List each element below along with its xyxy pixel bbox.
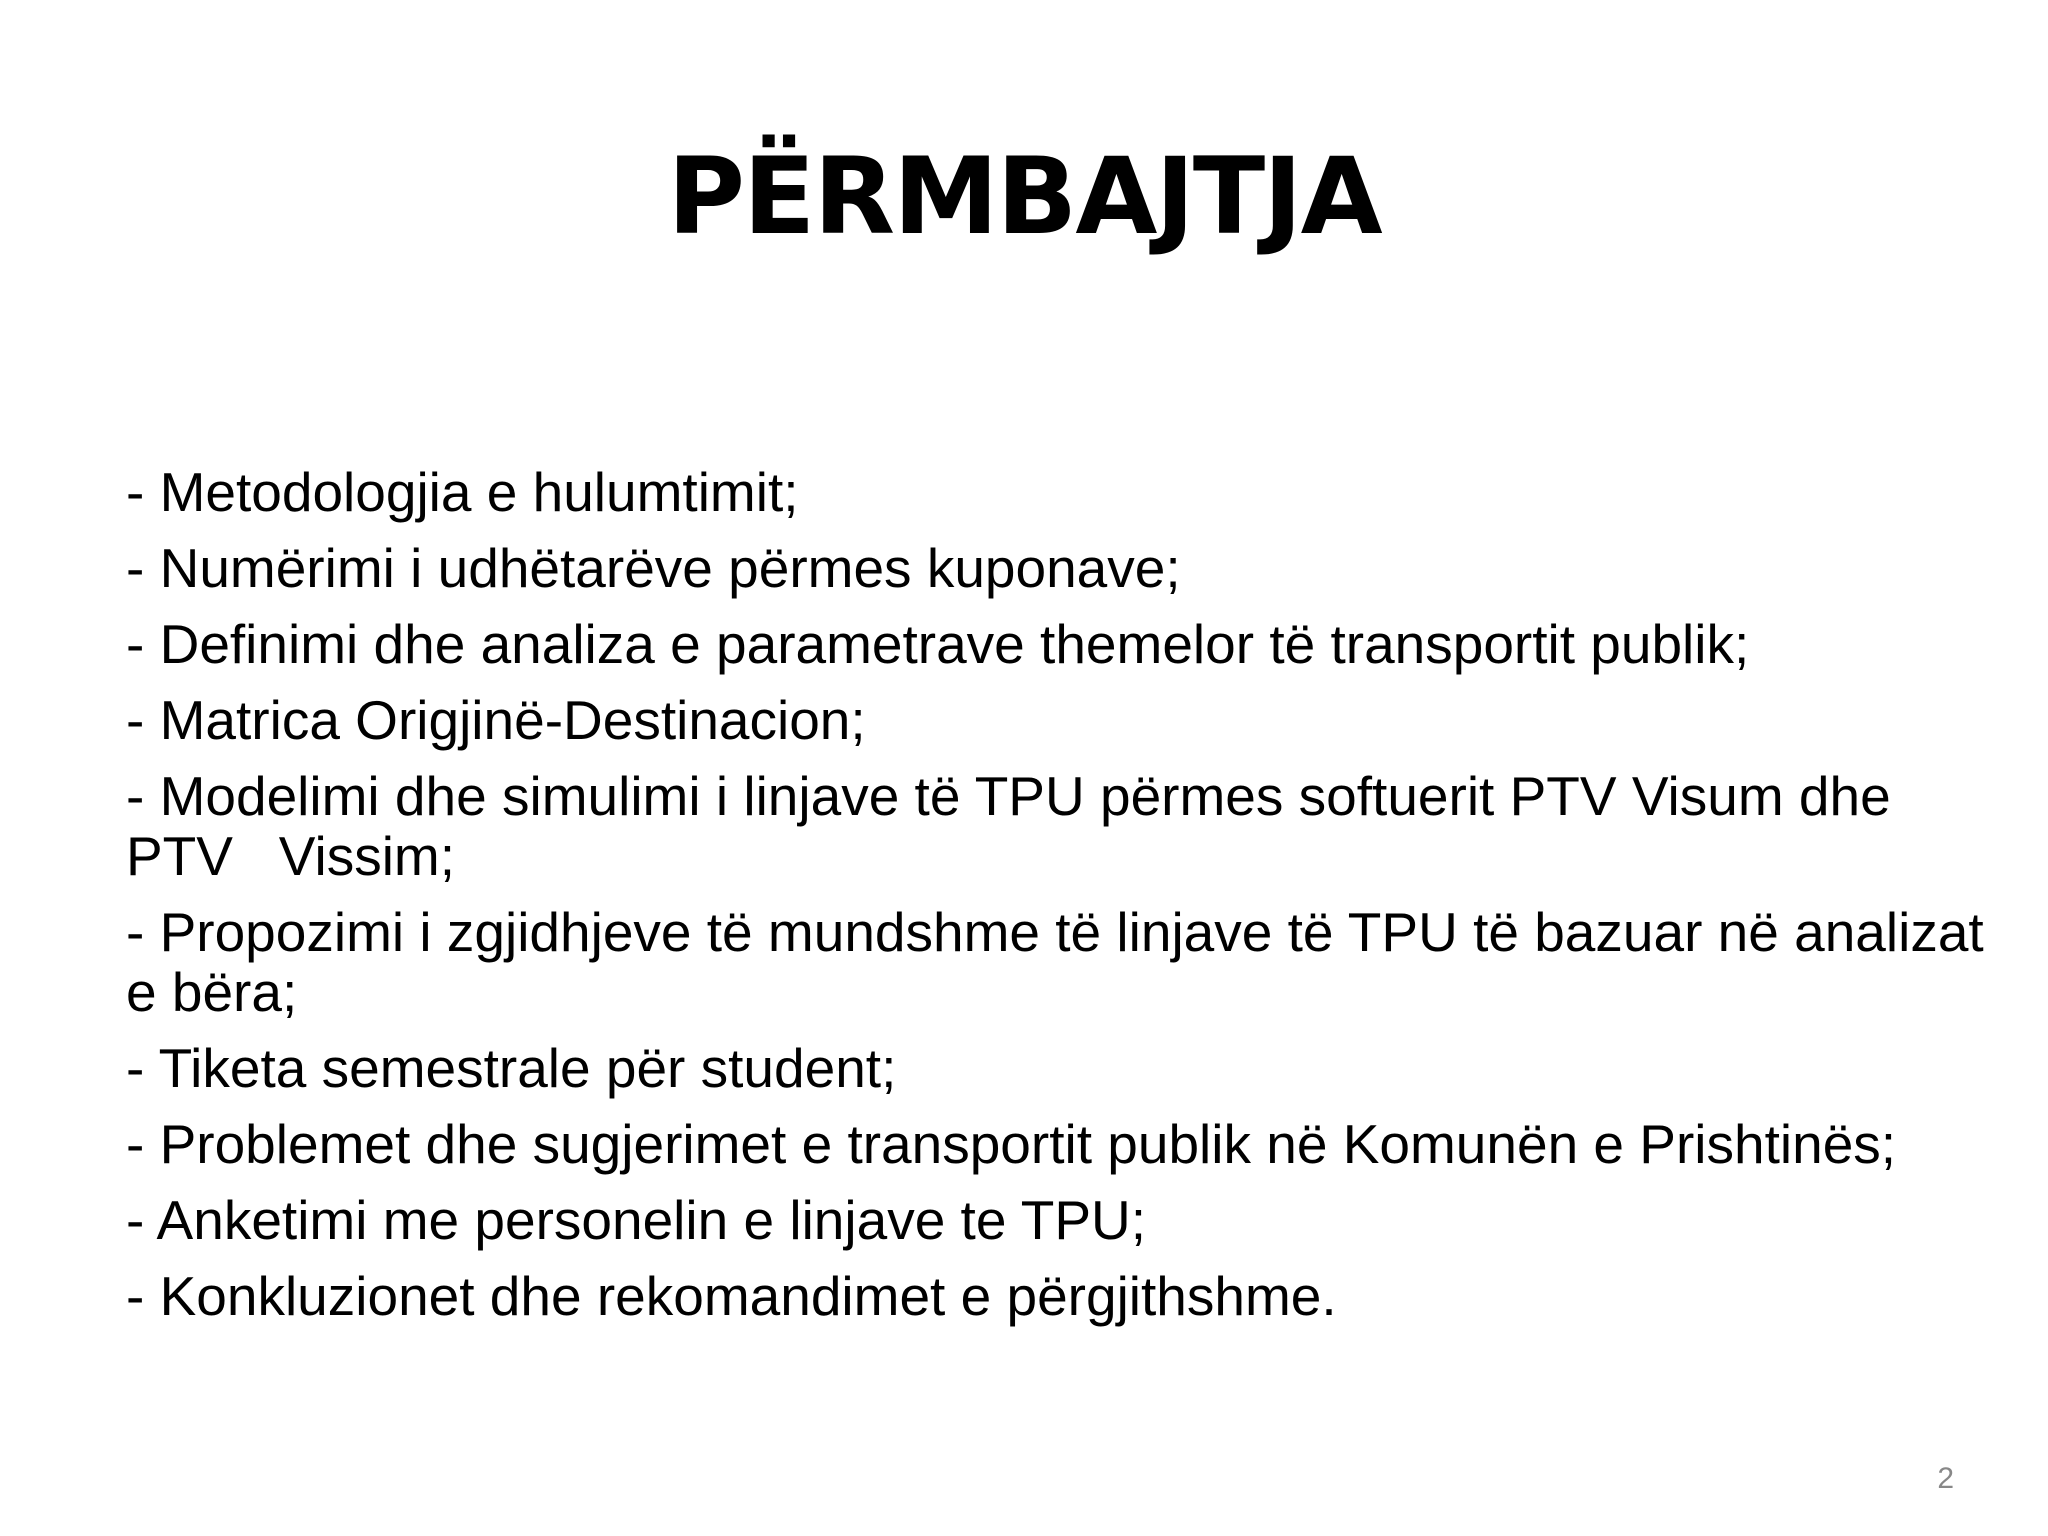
- list-item: - Tiketa semestrale për student;: [126, 1037, 897, 1099]
- list-item: - Konkluzionet dhe rekomandimet e përgjithshme.: [126, 1265, 1337, 1327]
- list-item: - Matrica Origjinë-Destinacion;: [126, 689, 866, 751]
- contents-list: [126, 462, 2006, 1342]
- list-item: - Metodologjia e hulumtimit;: [126, 461, 799, 523]
- list-item: - Modelimi dhe simulimi i linjave të TPU përmes softuerit PTV Visum dhe PTV Vissim;: [126, 765, 1906, 887]
- list-item: - Definimi dhe analiza e parametrave themelor të transportit publik;: [126, 613, 1750, 675]
- slide-title: PËRMBAJTJA: [667, 135, 1381, 258]
- list-item: - Problemet dhe sugjerimet e transportit publik në Komunën e Prishtinës;: [126, 1113, 1897, 1175]
- list-item: - Anketimi me personelin e linjave te TPU;: [126, 1189, 1146, 1251]
- list-item: - Numërimi i udhëtarëve përmes kuponave;: [126, 537, 1181, 599]
- page-number: 2: [1937, 1462, 1954, 1495]
- list-item: - Propozimi i zgjidhjeve të mundshme të linjave të TPU të bazuar në analizat e bëra;: [126, 901, 1999, 1023]
